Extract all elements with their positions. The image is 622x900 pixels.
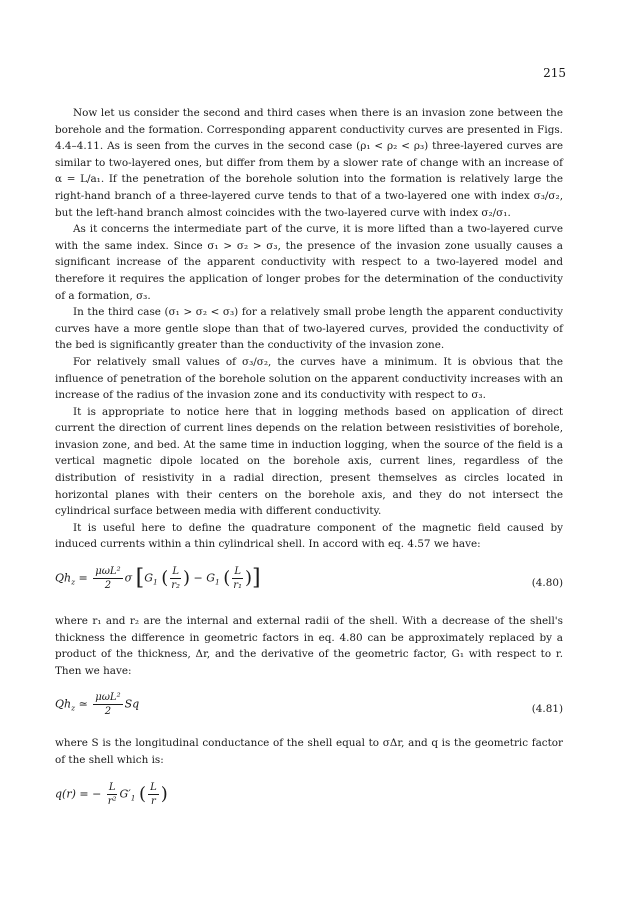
fraction: $\frac{\text{μωL²}}{2}$ — [95, 566, 121, 592]
equation-number: (4.81) — [531, 703, 563, 716]
paragraph-3: In the third case (σ₁ > σ₂ < σ₃) for a relatively small probe length the apparent conductivity curves have a more gentle slope than that of two-layered curves, provided the conductivity of the bed is significantly greater than the conductivity of the invasion zone. — [55, 306, 563, 352]
paragraph-1: Now let us consider the second and third cases when there is an invasion zone between the borehole and the formation. Corresponding apparent conductivity curves are presented in Figs. 4.4–4.11. As is seen from the curves in the second case (ρ₁ < ρ₂ < ρ₃) three-layered curves are similar to two-layered ones, but differ from them by a slower rate of change with an increase of α = L/a₁. If the penetration of the borehole solution into the formation is relatively large the right-hand branch of a three-layered curve tends to that of a two-layered one with index σ₃/σ₂, but the left-hand branch almost coincides with the two-layered curve with index σ₂/σ₁. — [55, 107, 563, 219]
page-body — [55, 105, 563, 829]
page-number: 215 — [543, 66, 566, 80]
paragraph-7: where r₁ and r₂ are the internal and external radii of the shell. With a decrease of the shell's thickness the difference in geometric factors in eq. 4.80 can be approximately replaced by a product of the thickness, Δr, and the derivative of the geometric factor, G₁ with respect to r. Then we have: — [55, 615, 563, 677]
equation-number: (4.80) — [531, 577, 563, 590]
equation-geometric-factor: q(r) = − $\frac{L}{\text{r²}}$ $G'_1$ ( $\frac{L}{r}$ ) — [55, 781, 168, 807]
paragraph-2: As it concerns the intermediate part of the curve, it is more lifted than a two-layered curve with the same index. Since σ₁ > σ₂ > σ₃, the presence of the invasion zone usually causes a significant increase of the apparent conductivity with respect to a two-layered model and therefore it requires the application of longer probes for the determination of the conductivity of a formation, σ₃. — [55, 223, 563, 302]
equation-4-81: $Qh_z$ ≃ $\frac{\text{μωL²}}{2}$ Sq (4.81) — [55, 692, 563, 718]
paragraph-6: It is useful here to define the quadrature component of the magnetic field caused by induced currents within a thin cylindrical shell. In accord with eq. 4.57 we have: — [55, 521, 563, 551]
equation-4-80: $Qh_z$ = $\frac{\text{μωL²}}{2}$ σ [$G_1$ ( $\frac{L}{\text{r₂}}$ ) − $G_1$ ( $\frac{L}{\text{r₁}}$ )] (4.80) — [55, 565, 563, 592]
paragraph-5: It is appropriate to notice here that in logging methods based on application of direct current the direction of current lines depends on the relation between resistivities of borehole, invasion zone, and bed. At the same time in induction logging, when the source of the field is a vertical magnetic dipole located on the borehole axis, current lines, regardless of the distribution of resistivity in a radial direction, present themselves as circles located in horizontal planes with their centers on the borehole axis, and they do not intersect the cylindrical surface between media with different conductivity. — [55, 405, 563, 518]
paragraph-4: For relatively small values of σ₃/σ₂, the curves have a minimum. It is obvious that the influence of penetration of the borehole solution on the apparent conductivity increases with an increase of the radius of the invasion zone and its conductivity with respect to σ₃. — [55, 355, 563, 402]
paragraph-8: where S is the longitudinal conductance of the shell equal to σΔr, and q is the geometric factor of the shell which is: — [55, 737, 563, 766]
